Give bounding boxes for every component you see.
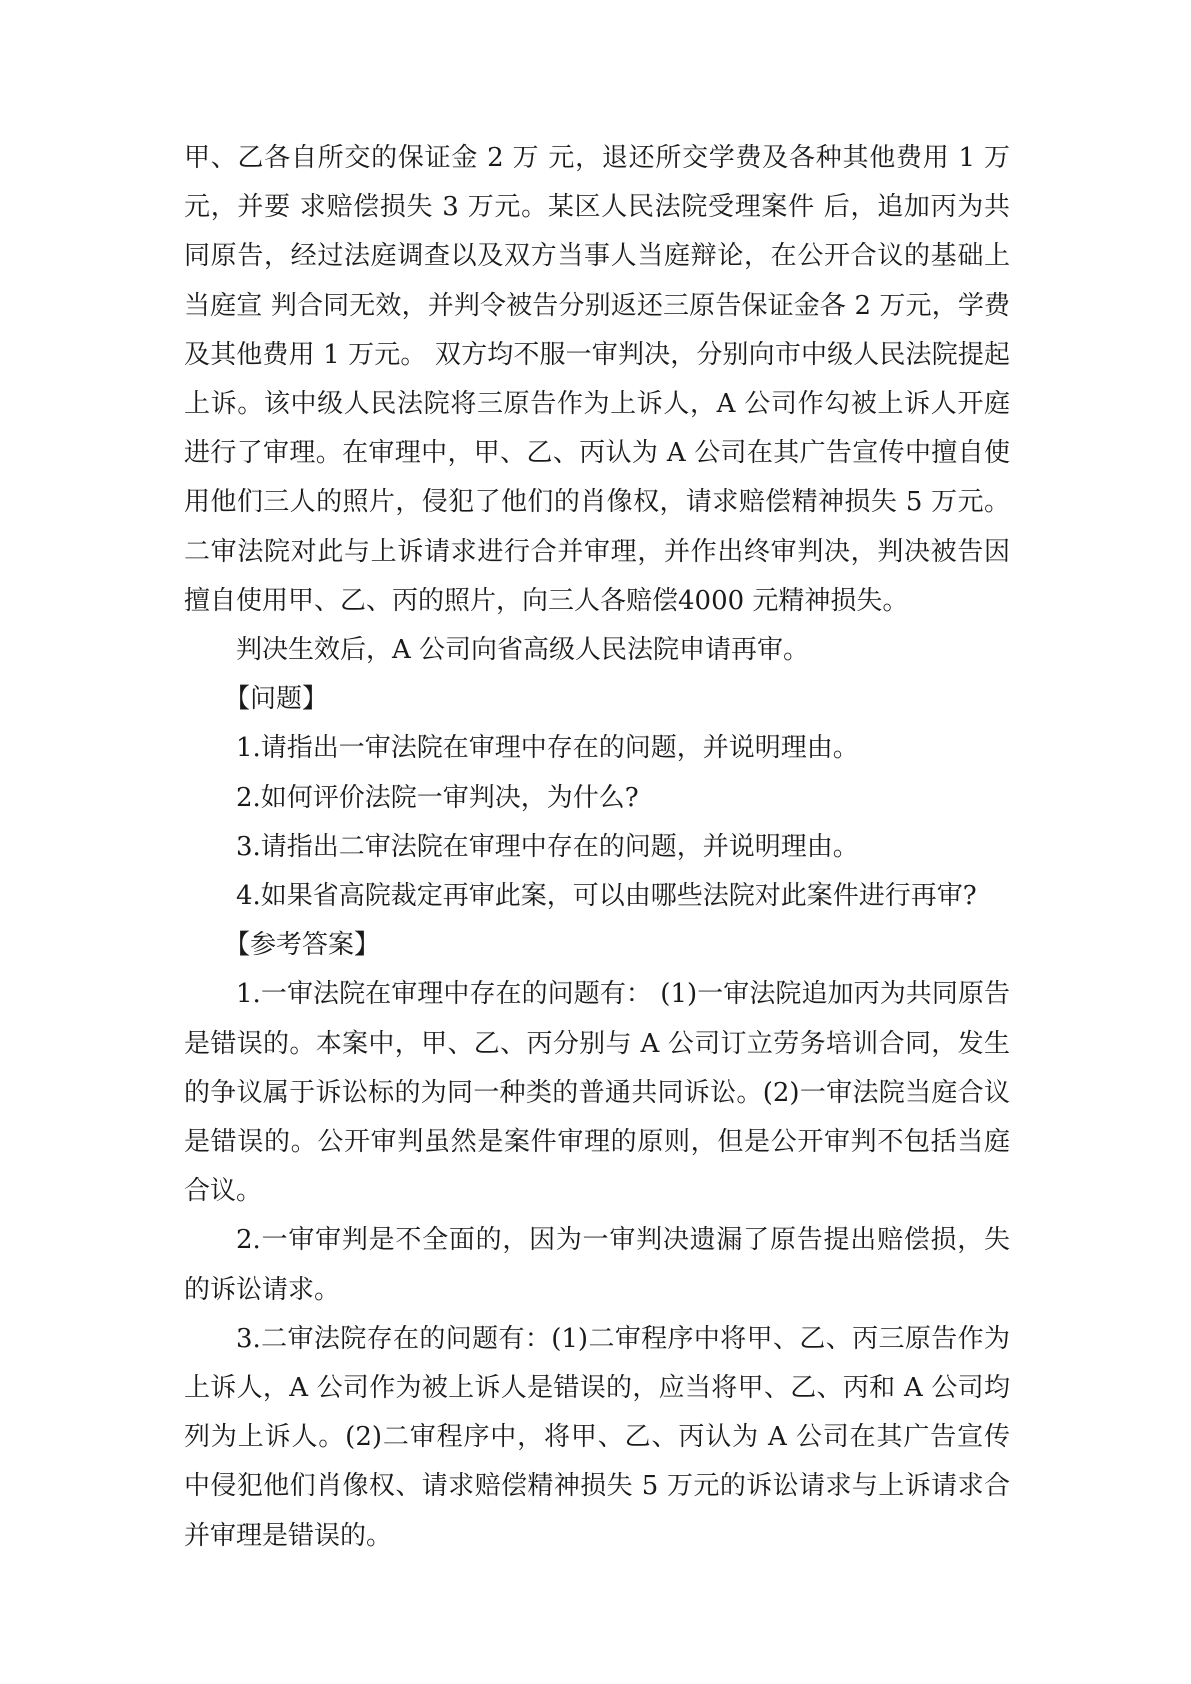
answer-1: 1.一审法院在审理中存在的问题有： (1)一审法院追加丙为共同原告是错误的。本案中，甲、乙、丙分别与 A 公司订立劳务培训合同，发生的争议属于诉讼标的为同一种类的普通共同诉讼。(2)一审法院当庭合议是错误的。公开审判虽然是案件审理的原则，但是公开审判不包括当庭合议。 [184, 979, 1010, 1207]
question-4: 4.如果省高院裁定再审此案，可以由哪些法院对此案件进行再审? [236, 881, 977, 912]
question-2: 2.如何评价法院一审判决，为什么? [236, 782, 639, 813]
retrial-application-paragraph: 判决生效后，A 公司向省高级人民法院申请再审。 [236, 635, 810, 666]
case-text-paragraph: 甲、乙各自所交的保证金 2 万 元，退还所交学费及各种其他费用 1 万元，并要 求赔偿损失 3 万元。某区人民法院受理案件 后，追加丙为共同原告，经过法庭调查以及双方当事人当庭辩论，在公开合议的基础上当庭宣 判合同无效，并判令被告分别返还三原告保证金各 2 万元，学费及其他费用 1 万元。 双方均不服一审判决，分别向市中级人民法院提起上诉。该中级人民法院将三原告作为上诉人，A 公司作勾被上诉人开庭进行了审理。在审理中，甲、乙、丙认为 A 公司在其广告宣传中擅自使用他们三人的照片，侵犯了他们的肖像权，请求赔偿精神损失 5 万元。二审法院对此与上诉请求进行合并审理，并作出终审判决，判决被告因擅自使用甲、乙、丙的照片，向三人各赔偿4000 元精神损失。 [184, 143, 1010, 616]
answer-2: 2.一审审判是不全面的，因为一审判决遗漏了原告提出赔偿损，失的诉讼请求。 [184, 1225, 1010, 1305]
questions-heading: 【问题】 [224, 684, 329, 715]
document-page [184, 134, 1010, 1561]
question-1: 1.请指出一审法院在审理中存在的问题，并说明理由。 [236, 733, 859, 764]
answers-heading: 【参考答案】 [224, 930, 381, 961]
answer-3: 3.二审法院存在的问题有：(1)二审程序中将甲、乙、丙三原告作为上诉人，A 公司作为被上诉人是错误的，应当将甲、乙、丙和 A 公司均列为上诉人。(2)二审程序中，将甲、乙、丙认为 A 公司在其广告宣传中侵犯他们肖像权、请求赔偿精神损失 5 万元的诉讼请求与上诉请求合并审理是错误的。 [184, 1323, 1010, 1551]
question-3: 3.请指出二审法院在审理中存在的问题，并说明理由。 [236, 831, 859, 862]
